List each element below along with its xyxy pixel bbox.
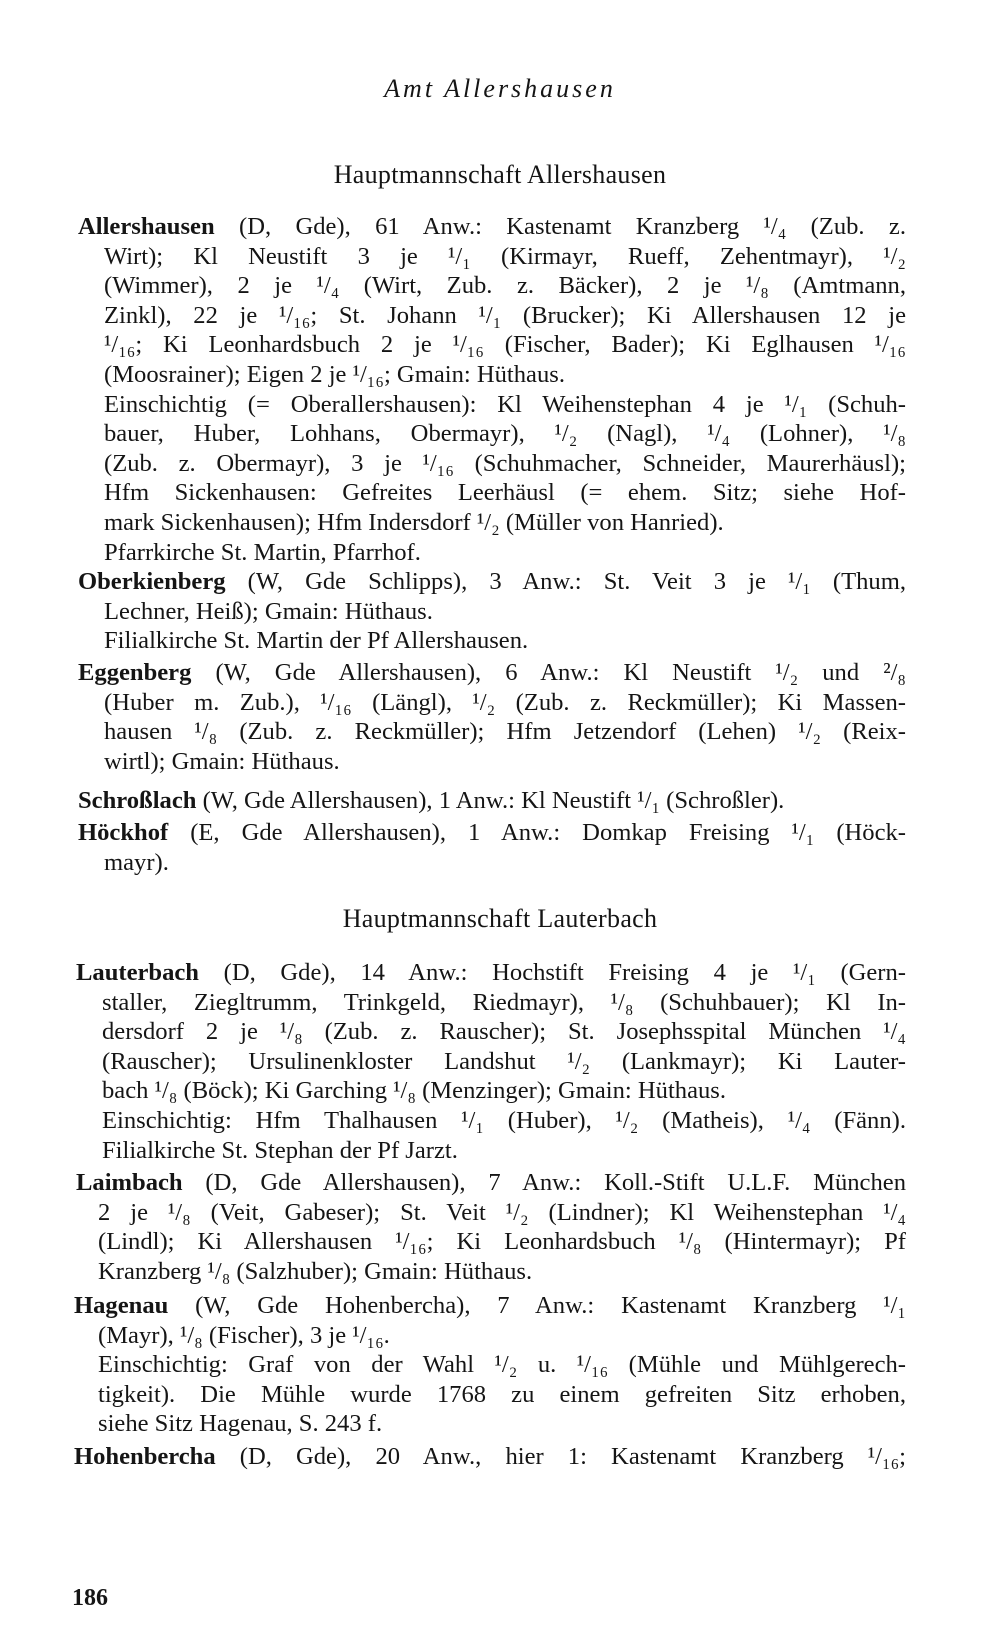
place-name: Schroßlach	[78, 787, 197, 814]
place-name: Hagenau	[74, 1292, 169, 1319]
entry-eggenberg-continued	[104, 688, 906, 777]
entry-line: hausen ¹/₈ (Zub. z. Reckmüller); Hfm Jetzendorf (Lehen) ¹/₂ (Reix-	[104, 718, 906, 746]
note-line: Einschichtig (= Oberallershausen): Kl Weihenstephan 4 je ¹/₁ (Schuh-	[104, 390, 906, 418]
entry-line: wirtl); Gmain: Hüthaus.	[104, 747, 340, 775]
entry-schrosslach	[78, 786, 906, 816]
entry-line: (W, Gde Hohenbercha), 7 Anw.: Kastenamt Kranzberg ¹/₁	[168, 1292, 906, 1319]
entry-line: (Wimmer), 2 je ¹/₄ (Wirt, Zub. z. Bäcker), 2 je ¹/₈ (Amtmann,	[104, 272, 906, 300]
note-line: bauer, Huber, Lohhans, Obermayr), ¹/₂ (Nagl), ¹/₄ (Lohner), ¹/₈	[104, 420, 906, 448]
entry-lauterbach-continued	[102, 988, 906, 1166]
note-line: Einschichtig: Hfm Thalhausen ¹/₁ (Huber), ¹/₂ (Matheis), ¹/₄ (Fänn).	[102, 1106, 906, 1134]
entry-eggenberg	[78, 658, 906, 688]
entry-line: staller, Ziegltrumm, Trinkgeld, Riedmayr), ¹/₈ (Schuhbauer); Kl In-	[102, 988, 906, 1016]
section-heading: Hauptmannschaft Lauterbach	[342, 904, 658, 933]
entry-line: Zinkl), 22 je ¹/₁₆; St. Johann ¹/₁ (Brucker); Ki Allershausen 12 je	[104, 301, 906, 329]
entry-hohenbercha	[74, 1442, 906, 1472]
note-line: Filialkirche St. Stephan der Pf Jarzt.	[102, 1136, 458, 1164]
place-name: Hohenbercha	[74, 1443, 216, 1470]
entry-hagenau-continued	[98, 1321, 906, 1439]
entry-hagenau	[74, 1291, 906, 1321]
entry-line: (D, Gde), 61 Anw.: Kastenamt Kranzberg ¹/₄ (Zub. z.	[214, 213, 906, 240]
note-line: tigkeit). Die Mühle wurde 1768 zu einem gefreiten Sitz erhoben,	[98, 1380, 906, 1408]
place-name: Höckhof	[78, 819, 169, 846]
page-number: 186	[72, 1585, 108, 1611]
entry-line: (Rauscher); Ursulinenkloster Landshut ¹/₂ (Lankmayr); Ki Lauter-	[102, 1047, 906, 1075]
entry-line: (W, Gde Allershausen), 6 Anw.: Kl Neustift ¹/₂ und ²/₈	[191, 659, 906, 686]
entry-allershausen	[78, 212, 906, 242]
place-name: Lauterbach	[76, 959, 199, 986]
section-heading: Hauptmannschaft Allershausen	[333, 160, 667, 189]
entry-line: mayr).	[104, 848, 169, 876]
entry-line: (D, Gde), 20 Anw., hier 1: Kastenamt Kranzberg ¹/₁₆;	[215, 1443, 906, 1470]
entry-line: (Moosrainer); Eigen 2 je ¹/₁₆; Gmain: Hüthaus.	[104, 360, 565, 388]
running-head: Amt Allershausen	[384, 74, 616, 103]
entry-line: Kranzberg ¹/₈ (Salzhuber); Gmain: Hüthaus.	[98, 1257, 533, 1285]
entry-line: (Mayr), ¹/₈ (Fischer), 3 je ¹/₁₆.	[98, 1321, 390, 1349]
note-line: Pfarrkirche St. Martin, Pfarrhof.	[104, 538, 421, 566]
entry-line: 2 je ¹/₈ (Veit, Gabeser); St. Veit ¹/₂ (Lindner); Kl Weihenstephan ¹/₄	[98, 1198, 906, 1226]
place-name: Eggenberg	[78, 659, 192, 686]
entry-oberkienberg	[78, 567, 906, 597]
place-name: Allershausen	[78, 213, 215, 240]
entry-line: Lechner, Heiß); Gmain: Hüthaus.	[104, 597, 433, 625]
entry-hoeckhof-continued	[104, 848, 906, 878]
entry-line: (D, Gde), 14 Anw.: Hochstift Freising 4 je ¹/₁ (Gern-	[198, 959, 906, 986]
note-line: (Zub. z. Obermayr), 3 je ¹/₁₆ (Schuhmacher, Schneider, Maurerhäusl);	[104, 449, 906, 477]
note-line: Einschichtig: Graf von der Wahl ¹/₂ u. ¹/₁₆ (Mühle und Mühlgerech-	[98, 1351, 906, 1379]
note-line: mark Sickenhausen); Hfm Indersdorf ¹/₂ (Müller von Hanried).	[104, 508, 724, 536]
entry-laimbach	[76, 1168, 906, 1198]
entry-line: (Lindl); Ki Allershausen ¹/₁₆; Ki Leonhardsbuch ¹/₈ (Hintermayr); Pf	[98, 1228, 906, 1256]
entry-line: (Huber m. Zub.), ¹/₁₆ (Längl), ¹/₂ (Zub. z. Reckmüller); Ki Massen-	[104, 688, 906, 716]
entry-line: bach ¹/₈ (Böck); Ki Garching ¹/₈ (Menzinger); Gmain: Hüthaus.	[102, 1077, 727, 1105]
entry-lauterbach	[76, 958, 906, 988]
note-line: siehe Sitz Hagenau, S. 243 f.	[98, 1410, 383, 1438]
entry-line: (W, Gde Schlipps), 3 Anw.: St. Veit 3 je ¹/₁ (Thum,	[225, 568, 906, 595]
note-line: Hfm Sickenhausen: Gefreites Leerhäusl (= ehem. Sitz; siehe Hof-	[104, 479, 906, 507]
entry-line: Wirt); Kl Neustift 3 je ¹/₁ (Kirmayr, Rueff, Zehentmayr), ¹/₂	[104, 242, 906, 270]
entry-line: dersdorf 2 je ¹/₈ (Zub. z. Rauscher); St. Josephsspital München ¹/₄	[102, 1018, 906, 1046]
entry-line: (E, Gde Allershausen), 1 Anw.: Domkap Freising ¹/₁ (Höck-	[168, 819, 906, 846]
entry-line: (W, Gde Allershausen), 1 Anw.: Kl Neustift ¹/₁ (Schroßler).	[196, 787, 785, 814]
entry-line: ¹/₁₆; Ki Leonhardsbuch 2 je ¹/₁₆ (Fischer, Bader); Ki Eglhausen ¹/₁₆	[104, 331, 906, 359]
entry-laimbach-continued	[98, 1198, 906, 1287]
place-name: Laimbach	[76, 1169, 183, 1196]
entry-line: (D, Gde Allershausen), 7 Anw.: Koll.-Stift U.L.F. München	[182, 1169, 906, 1196]
entry-oberkienberg-continued	[104, 597, 906, 656]
entry-hoeckhof	[78, 818, 906, 848]
place-name: Oberkienberg	[78, 568, 226, 595]
note-line: Filialkirche St. Martin der Pf Allershausen.	[104, 627, 529, 655]
entry-allershausen-continued	[104, 242, 906, 568]
